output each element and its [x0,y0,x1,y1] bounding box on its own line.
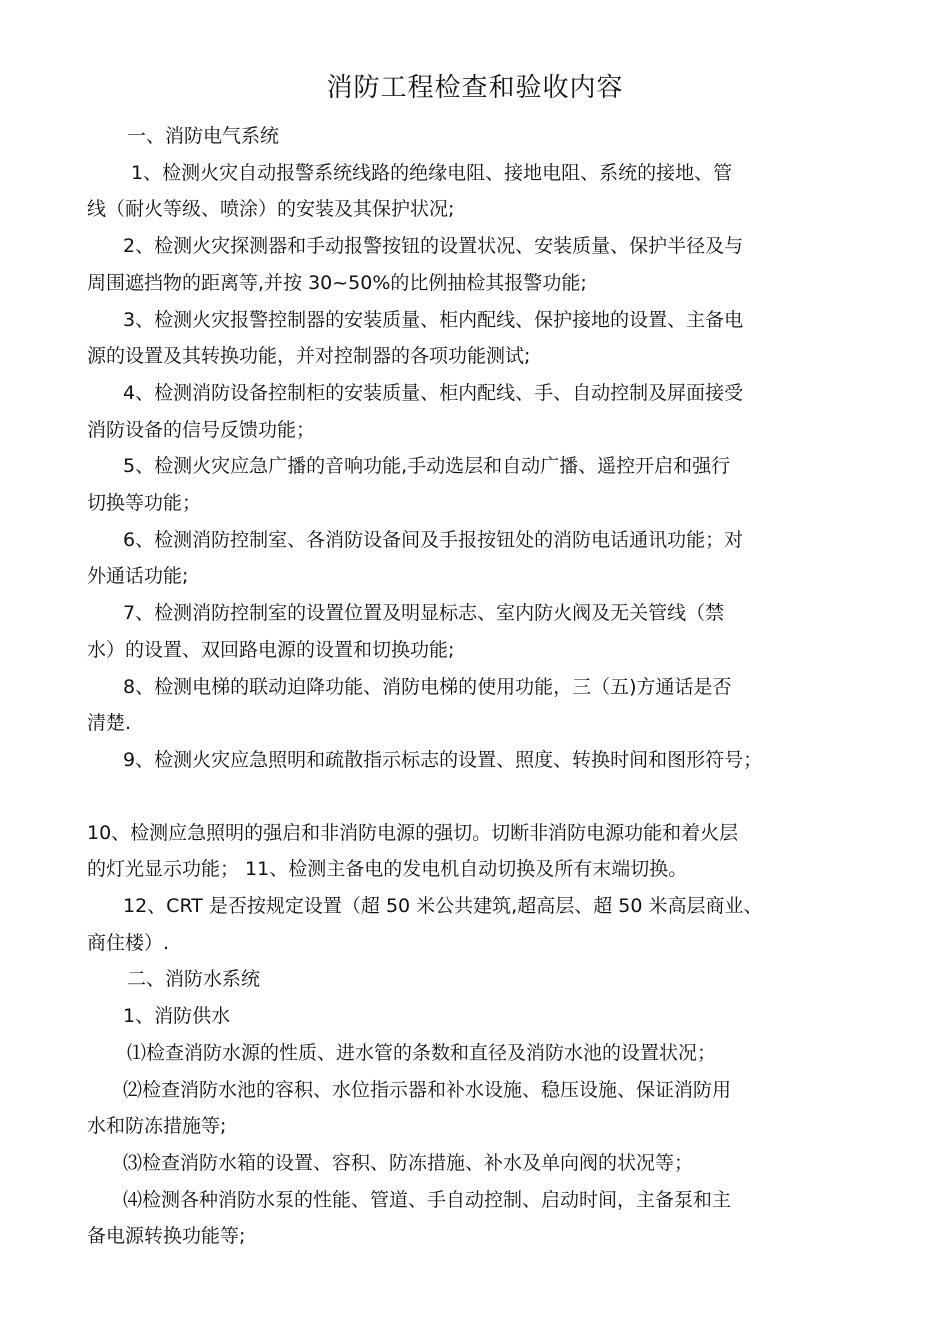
item-7-line-1: 7、检测消防控制室的设置位置及明显标志、室内防火阀及无关管线（禁 [123,602,725,625]
item-10-line-2: 的灯光显示功能； 11、检测主备电的发电机自动切换及所有末端切换。 [87,858,688,881]
item-3-line-1: 3、检测火灾报警控制器的安装质量、柜内配线、保护接地的设置、主备电 [123,308,744,331]
sub-item-1-line-1: ⑴检查消防水源的性质、进水管的条数和直径及消防水池的设置状况； [127,1041,717,1064]
item-5-line-2: 切换等功能； [87,492,202,515]
item-12-line-2: 商住楼）. [87,931,170,954]
document-body [87,118,857,1255]
section-heading-fire-electrical: 一、消防电气系统 [127,125,280,147]
item-5-line-1: 5、检测火灾应急广播的音响功能,手动选层和自动广播、遥控开启和强行 [123,455,731,478]
sub-item-2-line-1: ⑵检查消防水池的容积、水位指示器和补水设施、稳压设施、保证消防用 [123,1078,732,1101]
item-9-line-1: 9、检测火灾应急照明和疏散指示标志的设置、照度、转换时间和图形符号； [123,748,763,771]
item-10-line-1: 10、检测应急照明的强启和非消防电源的强切。切断非消防电源功能和着火层 [87,821,739,844]
sub-item-4-line-2: 备电源转换功能等; [87,1225,246,1248]
item-8-line-2: 清楚. [87,712,132,735]
item-1-line-1: 1、检测火灾自动报警系统线路的绝缘电阻、接地电阻、系统的接地、管 [131,161,733,184]
item-2-line-1: 2、检测火灾探测器和手动报警按钮的设置状况、安装质量、保护半径及与 [123,235,744,258]
item-7-line-2: 水）的设置、双回路电源的设置和切换功能; [87,638,455,661]
section-heading-fire-water: 二、消防水系统 [127,968,261,991]
item-3-line-2: 源的设置及其转换功能，并对控制器的各项功能测试; [87,345,531,368]
item-4-line-1: 4、检测消防设备控制柜的安装质量、柜内配线、手、自动控制及屏面接受 [123,381,744,404]
item-4-line-2: 消防设备的信号反馈功能； [87,418,316,441]
page-title: 消防工程检查和验收内容 [326,73,624,103]
sub-item-4-line-1: ⑷检测各种消防水泵的性能、管道、手自动控制、启动时间，主备泵和主 [123,1188,732,1211]
item-2-line-2: 周围遮挡物的距离等,并按 30~50%的比例抽检其报警功能; [87,271,587,294]
sub-item-2-line-2: 水和防冻措施等; [87,1115,227,1138]
item-6-line-2: 外通话功能; [87,565,189,588]
item-6-line-1: 6、检测消防控制室、各消防设备间及手报按钮处的消防电话通讯功能；对 [123,528,744,551]
item-1-line-2: 线（耐火等级、喷涂）的安装及其保护状况; [87,198,455,221]
subsection-heading-water-supply: 1、消防供水 [123,1005,231,1028]
item-8-line-1: 8、检测电梯的联动迫降功能、消防电梯的使用功能，三（五)方通话是否 [123,675,732,698]
sub-item-3-line-1: ⑶检查消防水箱的设置、容积、防冻措施、补水及单向阀的状况等； [123,1151,694,1174]
blank-line [87,779,857,815]
item-12-line-1: 12、CRT 是否按规定设置（超 50 米公共建筑,超高层、超 50 米高层商业、 [123,895,763,918]
